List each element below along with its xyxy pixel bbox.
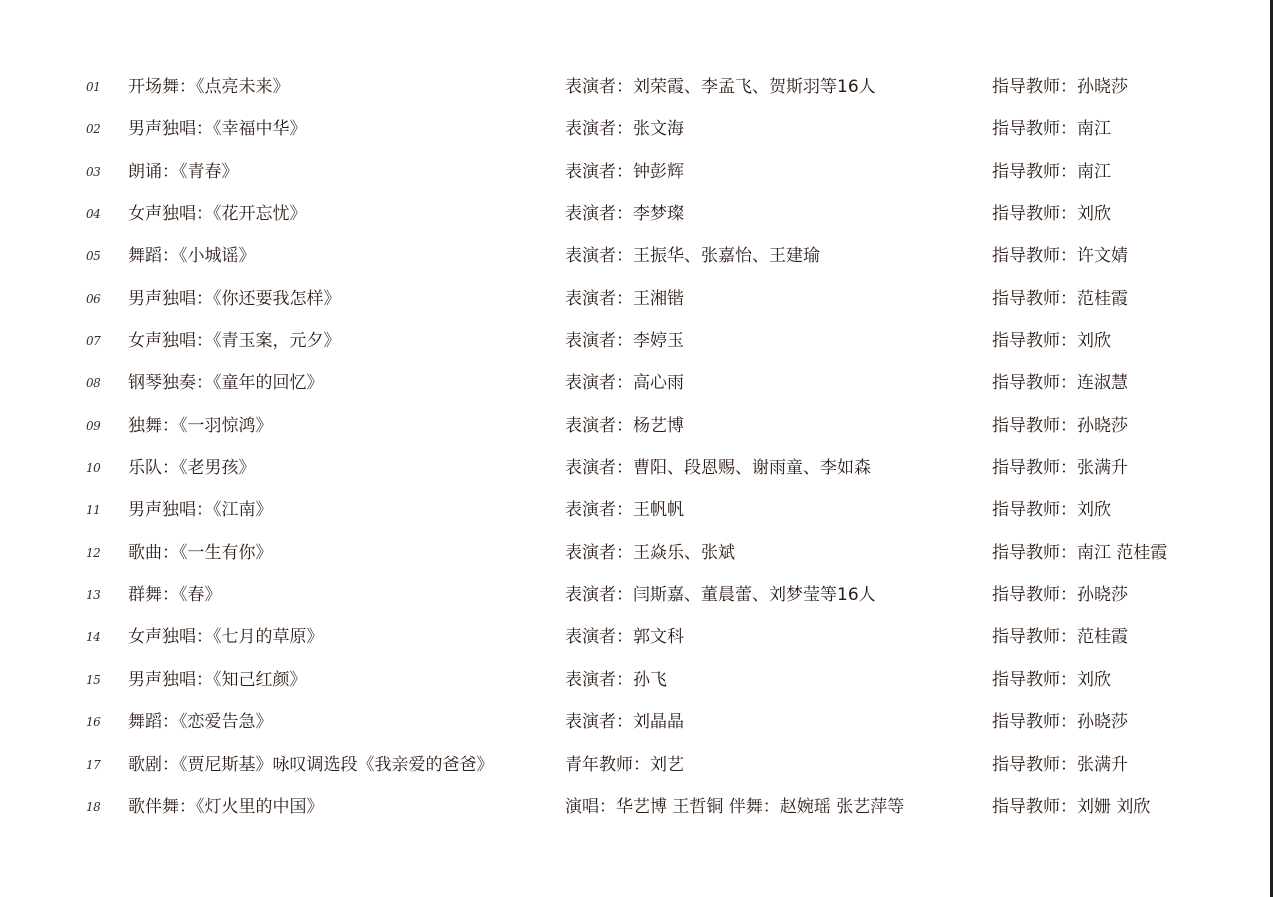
program-row-13 [0,574,1266,616]
program-row-04 [0,193,1266,235]
program-row-01 [0,66,1266,108]
item-performers: 表演者：高心雨 [565,373,684,394]
item-tutor: 指导教师：张满升 [992,458,1128,479]
item-performers: 表演者：钟彭辉 [565,161,684,182]
item-number: 14 [86,630,101,645]
item-number: 09 [86,418,101,433]
item-tutor: 指导教师：孙晓莎 [992,77,1128,97]
item-tutor: 指导教师：孙晓莎 [992,585,1128,606]
item-title: 男声独唱：《你还要我怎样》 [128,288,341,309]
item-number: 06 [86,291,101,306]
item-number: 13 [86,588,101,603]
item-tutor: 指导教师：张满升 [992,754,1128,775]
item-number: 10 [86,461,101,476]
item-title: 女声独唱：《花开忘忧》 [128,204,307,225]
item-number: 02 [86,122,101,137]
item-tutor: 指导教师：范桂霞 [992,627,1128,648]
item-performers: 表演者：曹阳、段恩赐、谢雨童、李如森 [565,458,871,479]
program-row-07 [0,320,1266,362]
item-performers: 表演者：杨艺博 [565,415,684,436]
item-tutor: 指导教师：孙晓莎 [992,712,1128,733]
item-title: 女声独唱：《青玉案，元夕》 [128,331,341,352]
item-title: 歌曲：《一生有你》 [128,542,273,563]
program-row-18 [0,786,1266,828]
program-row-11 [0,489,1266,531]
item-performers: 表演者：李梦璨 [565,204,684,225]
item-tutor: 指导教师：刘欣 [992,204,1111,225]
program-row-17 [0,744,1266,786]
item-performers: 表演者：王湘锴 [565,288,684,309]
item-performers: 表演者：孙飞 [565,669,667,690]
item-title: 男声独唱：《江南》 [128,500,273,521]
program-row-12 [0,532,1266,574]
item-title: 钢琴独奏：《童年的回忆》 [128,373,324,394]
program-row-08 [0,362,1266,404]
program-row-09 [0,405,1266,447]
program-row-05 [0,235,1266,277]
item-performers: 表演者：郭文科 [565,627,684,648]
item-number: 08 [86,376,101,391]
item-title: 舞蹈：《小城谣》 [128,246,256,267]
program-row-14 [0,616,1266,658]
item-number: 18 [86,799,101,814]
item-title: 群舞：《春》 [128,585,222,606]
item-performers: 表演者：王帆帆 [565,500,684,521]
item-tutor: 指导教师：刘欣 [992,331,1111,352]
item-title: 男声独唱：《幸福中华》 [128,119,307,140]
item-tutor: 指导教师：刘姗 刘欣 [992,796,1151,817]
item-number: 12 [86,545,101,560]
program-row-02 [0,108,1266,150]
item-performers: 表演者：刘荣霞、李孟飞、贺斯羽等16人 [565,77,876,97]
program-row-10 [0,447,1266,489]
item-title: 开场舞：《点亮未来》 [128,77,290,97]
program-row-06 [0,278,1266,320]
item-number: 15 [86,672,101,687]
program-row-03 [0,151,1266,193]
item-title: 男声独唱：《知己红颜》 [128,669,307,690]
item-tutor: 指导教师：南江 [992,119,1111,140]
item-title: 歌伴舞：《灯火里的中国》 [128,796,324,817]
item-tutor: 指导教师：南江 [992,161,1111,182]
item-tutor: 指导教师：南江 范桂霞 [992,542,1168,563]
item-performers: 表演者：闫斯嘉、董晨蕾、刘梦莹等16人 [565,585,876,606]
item-tutor: 指导教师：许文婧 [992,246,1128,267]
item-number: 16 [86,715,101,730]
item-number: 01 [86,80,101,94]
item-title: 乐队：《老男孩》 [128,458,256,479]
item-tutor: 指导教师：范桂霞 [992,288,1128,309]
item-tutor: 指导教师：孙晓莎 [992,415,1128,436]
program-list [0,66,1266,828]
item-performers: 表演者：张文海 [565,119,684,140]
item-number: 17 [86,757,101,772]
item-number: 03 [86,164,101,179]
item-tutor: 指导教师：刘欣 [992,500,1111,521]
item-number: 07 [86,334,101,349]
item-performers: 青年教师：刘艺 [565,754,684,775]
item-performers: 表演者：刘晶晶 [565,712,684,733]
item-performers: 表演者：王振华、张嘉怡、王建瑜 [565,246,820,267]
item-performers: 表演者：李婷玉 [565,331,684,352]
item-title: 女声独唱：《七月的草原》 [128,627,324,648]
item-tutor: 指导教师：刘欣 [992,669,1111,690]
item-title: 独舞：《一羽惊鸿》 [128,415,273,436]
item-number: 11 [86,503,101,518]
item-title: 舞蹈：《恋爱告急》 [128,712,273,733]
item-tutor: 指导教师：连淑慧 [992,373,1128,394]
item-performers: 表演者：王焱乐、张斌 [565,542,735,563]
item-title: 歌剧：《贾尼斯基》咏叹调选段《我亲爱的爸爸》 [128,754,494,775]
item-number: 04 [86,207,101,222]
item-title: 朗诵：《青春》 [128,161,239,182]
item-performers: 演唱：华艺博 王哲铜 伴舞：赵婉瑶 张艺萍等 [565,796,905,817]
item-number: 05 [86,249,101,264]
program-row-15 [0,659,1266,701]
program-row-16 [0,701,1266,743]
